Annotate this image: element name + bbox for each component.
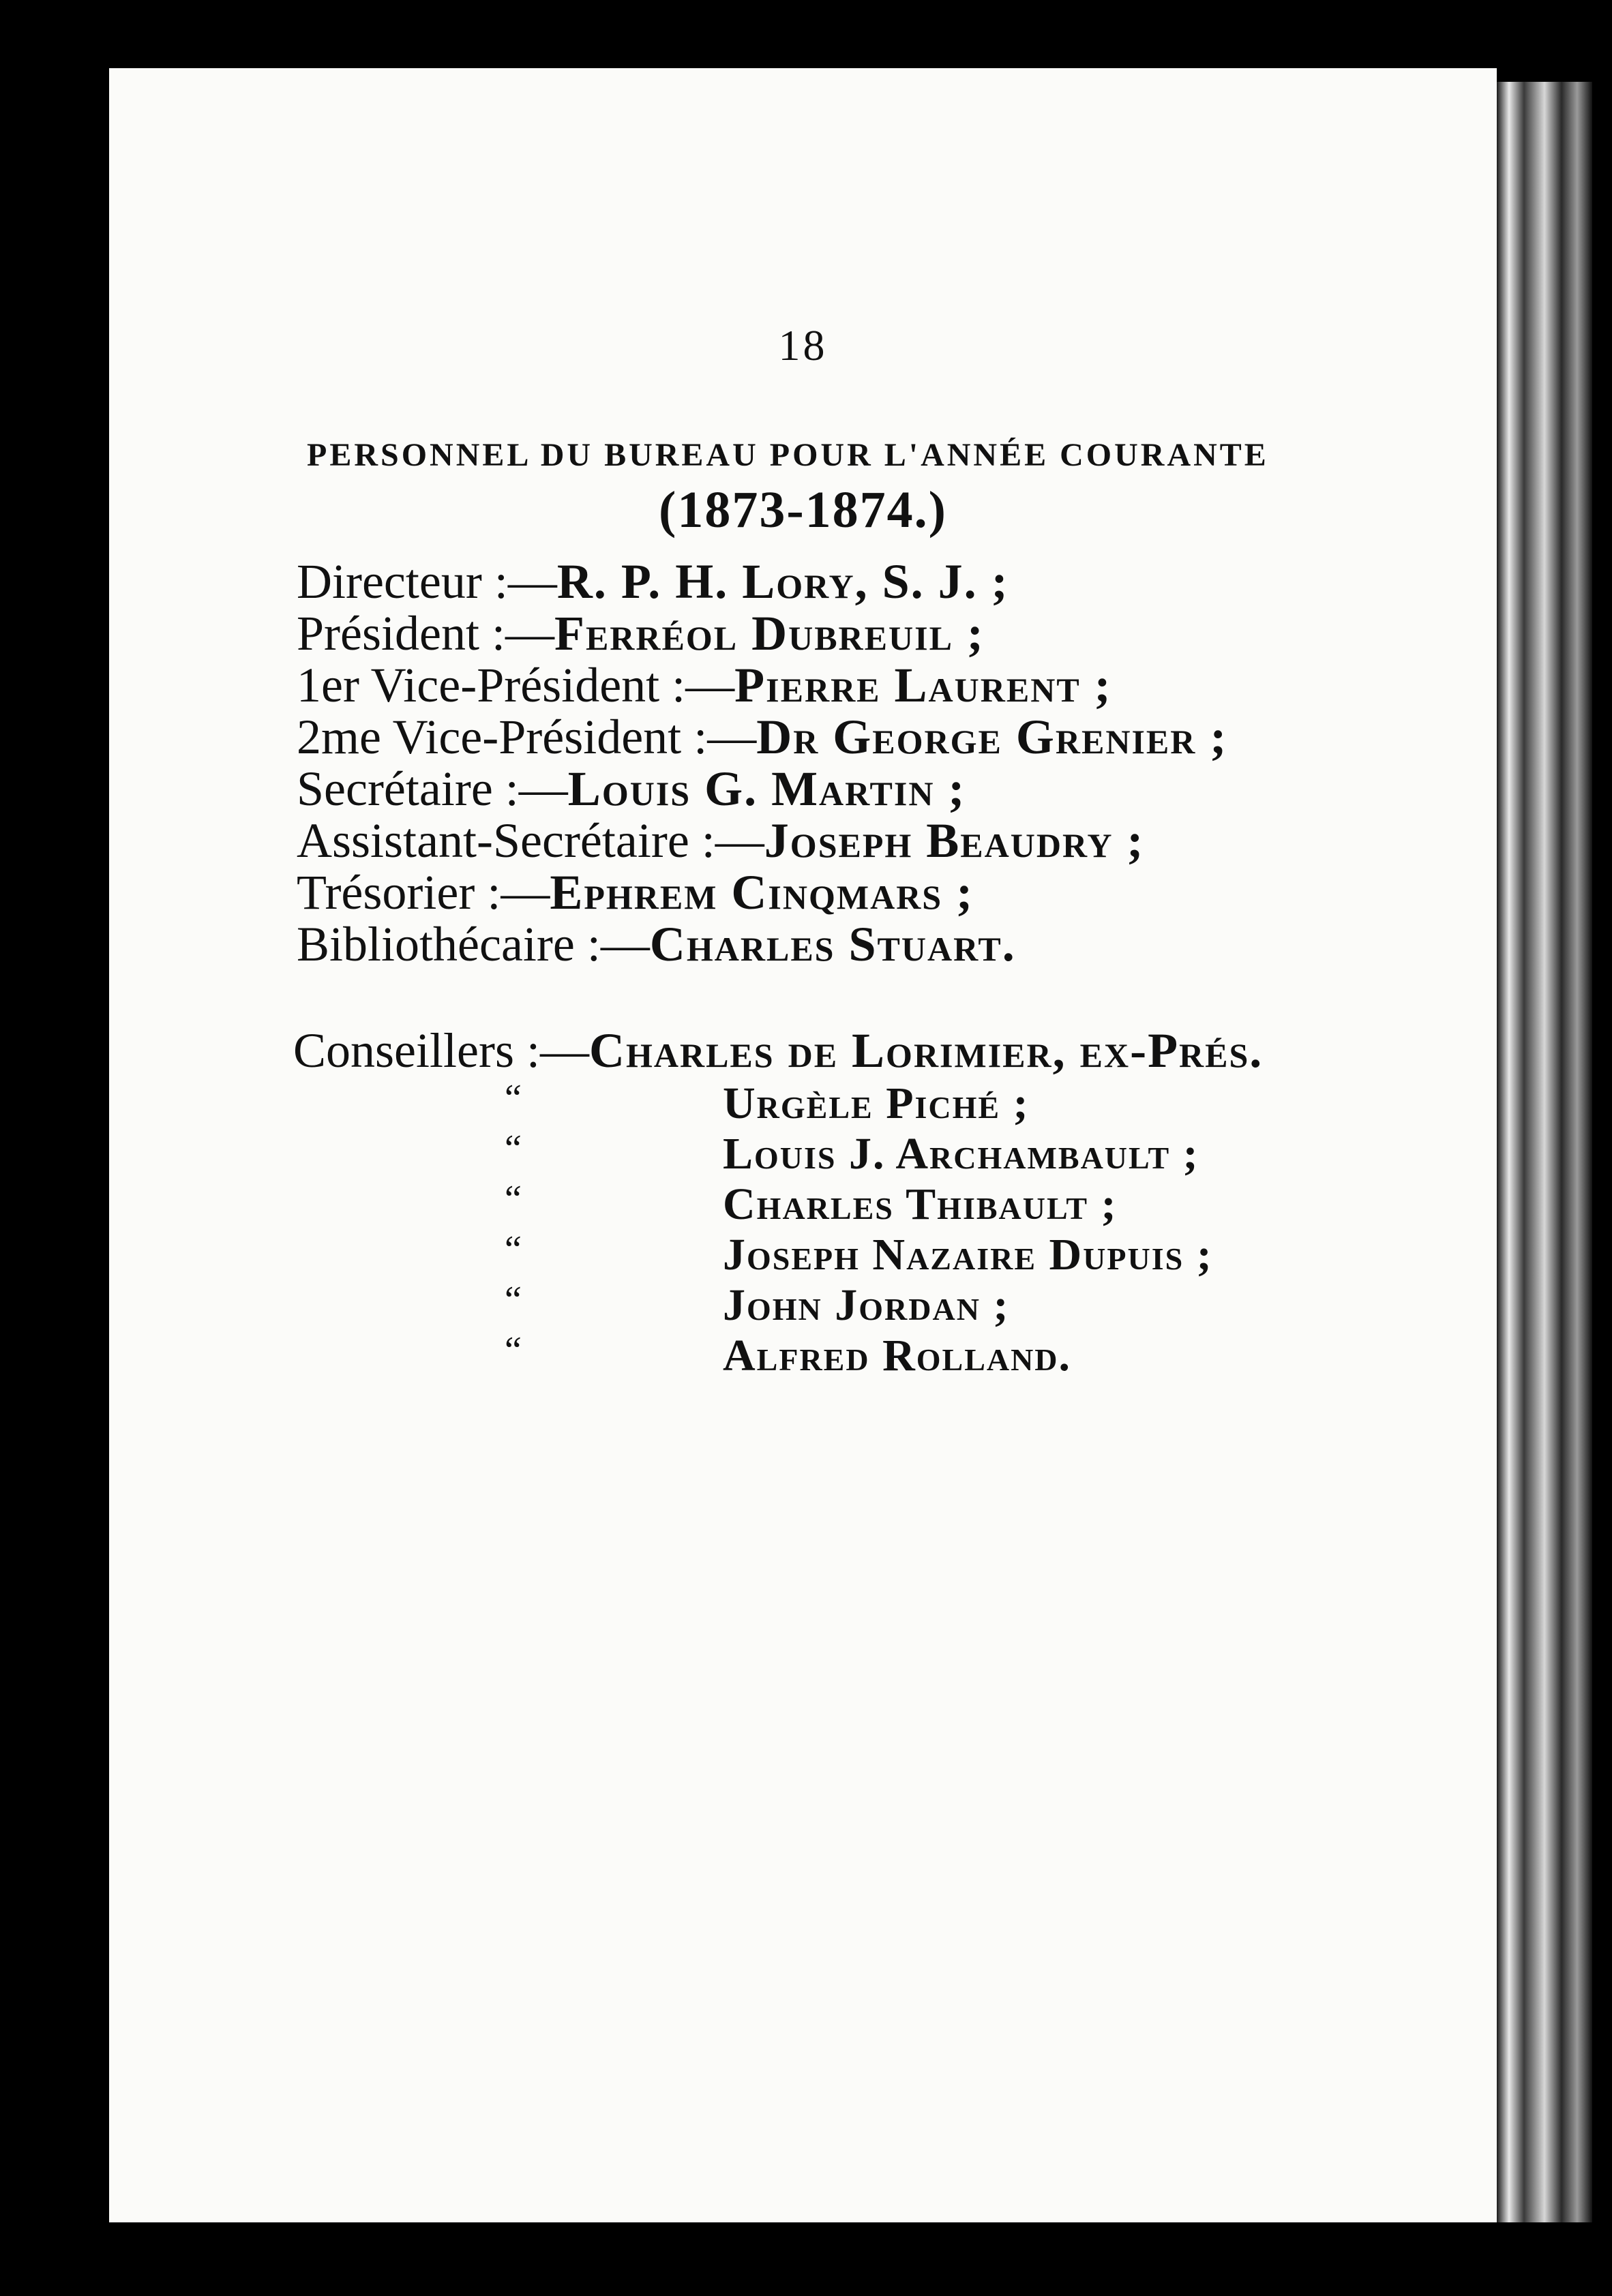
council-row xyxy=(293,1331,1480,1381)
officer-row xyxy=(297,918,1469,970)
ditto-mark: “ xyxy=(505,1128,522,1170)
officer-name: Joseph Beaudry ; xyxy=(764,813,1145,868)
ditto-mark: “ xyxy=(505,1178,522,1220)
officer-name: R. P. H. Lory, S. J. ; xyxy=(556,554,1009,609)
council-member: Joseph Nazaire Dupuis ; xyxy=(723,1230,1213,1280)
council-list xyxy=(293,1023,1480,1381)
officer-name: Charles Stuart. xyxy=(649,917,1016,971)
section-heading: PERSONNEL DU BUREAU POUR L'ANNÉE COURANTE xyxy=(307,437,1269,473)
officer-list xyxy=(297,556,1469,970)
council-row xyxy=(293,1179,1480,1230)
officer-name: Ephrem Cinqmars ; xyxy=(550,865,974,920)
council-first-member: Charles de Lorimier, ex-Prés. xyxy=(588,1023,1264,1078)
council-row xyxy=(293,1078,1480,1129)
officer-row xyxy=(297,866,1469,918)
officer-name: Pierre Laurent ; xyxy=(734,658,1112,712)
council-member: Urgèle Piché ; xyxy=(723,1078,1030,1128)
officer-role: 2me Vice-Président :— xyxy=(297,710,757,764)
council-label: Conseillers :— xyxy=(293,1023,589,1078)
council-row xyxy=(293,1230,1480,1280)
council-row xyxy=(293,1129,1480,1179)
officer-row xyxy=(297,763,1469,815)
ditto-mark: “ xyxy=(505,1228,522,1271)
council-member: Charles Thibault ; xyxy=(723,1179,1118,1229)
year-range: (1873-1874.) xyxy=(659,481,947,539)
officer-name: Dr George Grenier ; xyxy=(756,710,1228,764)
council-row xyxy=(293,1280,1480,1331)
officer-name: Louis G. Martin ; xyxy=(567,761,966,816)
officer-row xyxy=(297,815,1469,866)
officer-role: Trésorier :— xyxy=(297,865,550,920)
council-member: John Jordan ; xyxy=(723,1280,1010,1330)
document-page xyxy=(109,68,1497,2222)
officer-role: Directeur :— xyxy=(297,554,557,609)
officer-row xyxy=(297,711,1469,763)
council-member: Alfred Rolland. xyxy=(723,1331,1072,1380)
officer-role: Secrétaire :— xyxy=(297,761,568,816)
ditto-mark: “ xyxy=(505,1077,522,1119)
officer-role: 1er Vice-Président :— xyxy=(297,658,735,712)
officer-role: Président :— xyxy=(297,606,554,661)
officer-row xyxy=(297,607,1469,659)
officer-role: Bibliothécaire :— xyxy=(297,917,650,971)
officer-role: Assistant-Secrétaire :— xyxy=(297,813,764,868)
council-head-row xyxy=(293,1023,1480,1078)
book-spine xyxy=(1497,82,1592,2222)
ditto-mark: “ xyxy=(505,1279,522,1321)
officer-row xyxy=(297,659,1469,711)
officer-row xyxy=(297,556,1469,607)
ditto-mark: “ xyxy=(505,1329,522,1372)
officer-name: Ferréol Dubreuil ; xyxy=(554,606,985,661)
council-member: Louis J. Archambault ; xyxy=(723,1129,1199,1179)
page-number: 18 xyxy=(778,321,828,369)
